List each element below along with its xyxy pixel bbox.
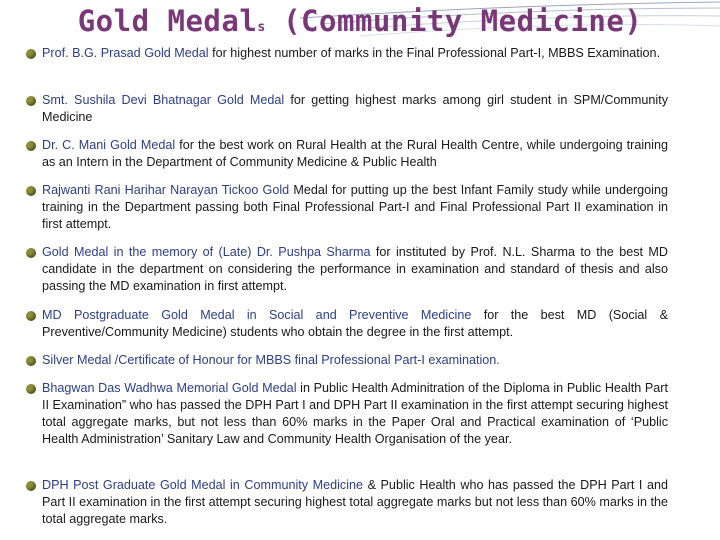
item-body: for getting highest marks among girl student in SPM/Community Medicine	[42, 93, 668, 124]
list-item	[26, 182, 668, 233]
item-highlight: Prof. B.G. Prasad Gold Medal	[42, 46, 209, 60]
item-highlight: MD Postgraduate Gold Medal in Social and Preventive Medicine	[42, 308, 472, 322]
item-text	[42, 182, 668, 233]
list-item	[26, 45, 668, 62]
list-item	[26, 137, 668, 171]
list-item	[26, 92, 668, 126]
bullet-icon	[26, 311, 36, 321]
item-body: for the best work on Rural Health at the Rural Health Centre, while undergoing training as an Intern in the Department of Community Medicine & Public Health	[42, 138, 668, 169]
item-body: in Public Health Adminitration of the Diploma in Public Health Part II Examination” who has passed the DPH Part I and DPH Part II examination in the first attempt securing highest total aggregate marks, but not less than 60% marks in the Paper Oral and Practical examination of ‘Public Health Administration’ Sanitary Law and Community Health Organisation of the year.	[42, 381, 669, 446]
item-text	[42, 352, 668, 369]
list-item	[26, 307, 668, 341]
bullet-icon	[26, 141, 36, 151]
item-highlight: DPH Post Graduate Gold Medal in Community Medicine	[42, 478, 364, 492]
item-highlight: Bhagwan Das Wadhwa Memorial Gold Medal	[42, 381, 297, 395]
title-small-s: s	[257, 20, 266, 35]
item-text	[42, 92, 668, 126]
item-text	[42, 244, 668, 295]
list-item	[26, 244, 668, 295]
item-body: & Public Health who has passed the DPH Part I and Part II examination in the first attempt securing highest total aggregate marks but not less than 60% marks in the total aggregate marks.	[42, 478, 668, 526]
title-subtitle: (Community Medicine)	[265, 4, 643, 38]
item-highlight: Dr. C. Mani Gold Medal	[42, 138, 176, 152]
bullet-icon	[26, 186, 36, 196]
item-highlight: Rajwanti Rani Harihar Narayan Tickoo Gold	[42, 183, 290, 197]
item-body: Medal for putting up the best Infant Family study while undergoing training in the Department passing both Final Professional Part-I and Final Professional Part II examination in first attempt.	[42, 183, 668, 231]
item-text	[42, 477, 668, 528]
list-item	[26, 380, 668, 448]
title-main: Gold Medal	[77, 4, 258, 38]
item-highlight: Silver Medal /Certificate of Honour for MBBS final Professional Part-I examination.	[42, 353, 500, 367]
bullet-icon	[26, 248, 36, 258]
item-text	[42, 380, 668, 448]
item-body: for the best MD (Social & Preventive/Community Medicine) students who obtain the degree in the first attempt.	[42, 308, 668, 339]
bullet-icon	[26, 96, 36, 106]
item-text	[42, 45, 668, 62]
bullet-icon	[26, 481, 36, 491]
item-highlight: Gold Medal in the memory of (Late) Dr. Pushpa Sharma	[42, 245, 371, 259]
item-text	[42, 307, 668, 341]
slide-title	[0, 4, 720, 38]
item-highlight: Smt. Sushila Devi Bhatnagar Gold Medal	[42, 93, 285, 107]
item-body: for highest number of marks in the Final Professional Part-I, MBBS Examination.	[208, 46, 661, 60]
list-item	[26, 477, 668, 528]
bullet-icon	[26, 49, 36, 59]
item-body: for instituted by Prof. N.L. Sharma to the best MD candidate in the department on considering the performance in examination and standard of thesis and also passing the MD examination in first attempt.	[42, 245, 668, 293]
list-item	[26, 352, 668, 369]
item-text	[42, 137, 668, 171]
bullet-icon	[26, 356, 36, 366]
bullet-icon	[26, 384, 36, 394]
